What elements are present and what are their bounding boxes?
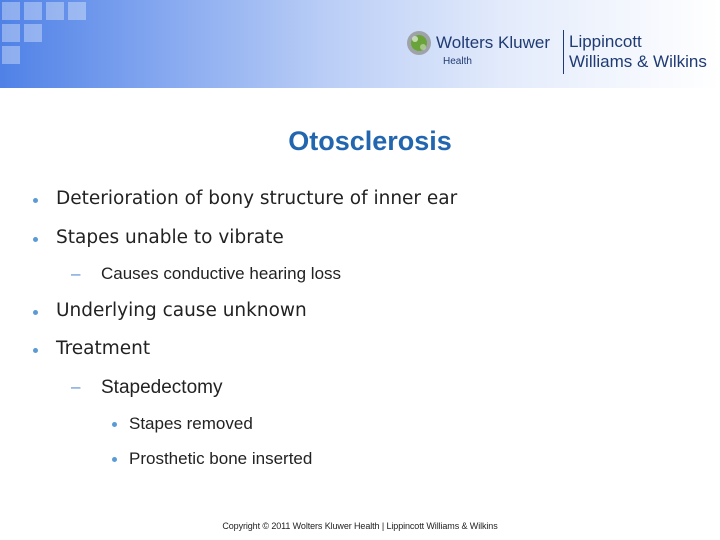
decorative-square: [24, 2, 42, 20]
bullet-icon: [33, 348, 38, 353]
decorative-square: [2, 46, 20, 64]
bullet-icon: [112, 422, 117, 427]
sub-bullet-item: Causes conductive hearing loss: [101, 264, 342, 283]
decorative-square: [68, 2, 86, 20]
bullet-icon: [33, 198, 38, 203]
decorative-square: [46, 2, 64, 20]
bullet-item: Deterioration of bony structure of inner ear: [56, 188, 458, 209]
logo-left-sub: Health: [443, 56, 472, 67]
bullet-icon: [112, 457, 117, 462]
wolters-kluwer-logo-icon: [406, 30, 432, 56]
decorative-square: [2, 2, 20, 20]
bullet-item: Treatment: [56, 338, 151, 359]
decorative-square: [24, 24, 42, 42]
slide-title: Otosclerosis: [288, 126, 452, 156]
logo-left-name: Wolters Kluwer: [436, 33, 550, 52]
bullet-item: Underlying cause unknown: [56, 300, 307, 321]
logo-right-line1: Lippincott: [569, 32, 642, 51]
dash-icon: –: [71, 264, 81, 283]
sub-bullet-item: Stapedectomy: [101, 377, 223, 398]
sub-sub-bullet-item: Stapes removed: [129, 414, 253, 433]
sub-sub-bullet-item: Prosthetic bone inserted: [129, 449, 313, 468]
copyright-footer: Copyright © 2011 Wolters Kluwer Health | Lippincott Williams & Wilkins: [222, 521, 498, 531]
logo-divider: [563, 30, 564, 74]
bullet-icon: [33, 237, 38, 242]
bullet-icon: [33, 310, 38, 315]
decorative-square: [2, 24, 20, 42]
header-band: [0, 0, 720, 88]
logo-right-line2: Williams & Wilkins: [569, 52, 707, 71]
bullet-item: Stapes unable to vibrate: [56, 227, 284, 248]
dash-icon: –: [71, 377, 81, 396]
publisher-logo: [406, 28, 718, 76]
